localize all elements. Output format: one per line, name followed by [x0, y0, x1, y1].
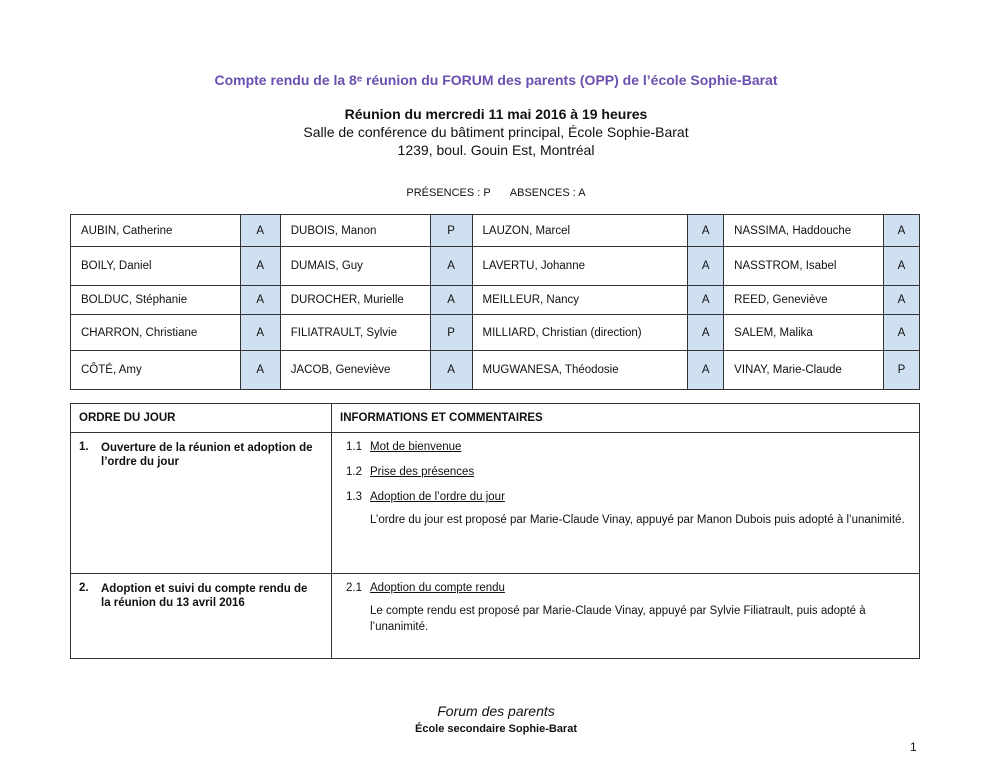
- sub-item-title: Adoption de l’ordre du jour: [370, 491, 505, 503]
- agenda-item-info: [332, 433, 920, 574]
- sub-item: [346, 466, 905, 478]
- table-row: [71, 433, 920, 574]
- member-name: LAVERTU, Johanne: [472, 247, 688, 286]
- member-status: A: [430, 286, 472, 315]
- member-status: P: [430, 315, 472, 351]
- member-name: BOILY, Daniel: [71, 247, 241, 286]
- document-title: Compte rendu de la 8ᵉ réunion du FORUM des parents (OPP) de l’école Sophie-Barat: [214, 72, 778, 88]
- sub-item-title: Prise des présences: [370, 466, 475, 478]
- meeting-address: 1239, boul. Gouin Est, Montréal: [397, 142, 595, 158]
- comments-header: INFORMATIONS ET COMMENTAIRES: [332, 404, 920, 433]
- attendance-table: [70, 214, 920, 390]
- member-status: A: [884, 247, 920, 286]
- agenda-item: [71, 433, 332, 574]
- member-status: A: [884, 215, 920, 247]
- member-name: AUBIN, Catherine: [71, 215, 241, 247]
- footer-school: École secondaire Sophie-Barat: [415, 723, 577, 735]
- sub-item: [346, 491, 905, 503]
- member-name: FILIATRAULT, Sylvie: [280, 315, 430, 351]
- legend-absent: ABSENCES : A: [509, 187, 586, 199]
- agenda-item-info: [332, 574, 920, 659]
- agenda-item: [71, 574, 332, 659]
- member-status: A: [688, 286, 724, 315]
- member-status: A: [430, 351, 472, 390]
- member-status: A: [240, 286, 280, 315]
- sub-item-number: 1.1: [346, 441, 362, 453]
- table-row: [71, 574, 920, 659]
- member-status: A: [240, 247, 280, 286]
- member-name: MUGWANESA, Théodosie: [472, 351, 688, 390]
- table-row: [71, 351, 920, 390]
- sub-item-number: 1.2: [346, 466, 362, 478]
- attendance-legend: [0, 187, 992, 199]
- member-name: REED, Geneviève: [724, 286, 884, 315]
- member-status: A: [688, 215, 724, 247]
- member-name: NASSIMA, Haddouche: [724, 215, 884, 247]
- page-number: 1: [910, 740, 917, 754]
- member-name: CÔTÉ, Amy: [71, 351, 241, 390]
- member-name: MEILLEUR, Nancy: [472, 286, 688, 315]
- member-name: VINAY, Marie-Claude: [724, 351, 884, 390]
- meeting-date: Réunion du mercredi 11 mai 2016 à 19 heures: [344, 106, 648, 122]
- member-name: JACOB, Geneviève: [280, 351, 430, 390]
- member-status: A: [240, 351, 280, 390]
- member-status: A: [688, 351, 724, 390]
- member-name: MILLIARD, Christian (direction): [472, 315, 688, 351]
- member-status: A: [240, 215, 280, 247]
- agenda-table: [70, 403, 920, 659]
- sub-item-title: Adoption du compte rendu: [370, 582, 505, 594]
- footer-forum: Forum des parents: [437, 703, 555, 719]
- member-name: CHARRON, Christiane: [71, 315, 241, 351]
- member-status: A: [884, 286, 920, 315]
- meeting-room: Salle de conférence du bâtiment principal, École Sophie-Barat: [303, 124, 689, 140]
- member-name: LAUZON, Marcel: [472, 215, 688, 247]
- member-status: A: [688, 247, 724, 286]
- member-name: BOLDUC, Stéphanie: [71, 286, 241, 315]
- sub-item-comment: Le compte rendu est proposé par Marie-Claude Vinay, appuyé par Sylvie Filiatrault, puis adopté à l’unanimité.: [370, 605, 866, 633]
- member-name: DUMAIS, Guy: [280, 247, 430, 286]
- agenda-item-number: 1.: [79, 441, 89, 453]
- legend-present: PRÉSENCES : P: [406, 187, 491, 199]
- sub-item: [346, 441, 905, 453]
- sub-item-title: Mot de bienvenue: [370, 441, 462, 453]
- table-header-row: [71, 404, 920, 433]
- member-name: DUBOIS, Manon: [280, 215, 430, 247]
- member-name: NASSTROM, Isabel: [724, 247, 884, 286]
- member-status: A: [430, 247, 472, 286]
- sub-item-comment: L’ordre du jour est proposé par Marie-Claude Vinay, appuyé par Manon Dubois puis adopté à l’unanimité.: [370, 514, 905, 526]
- member-status: A: [884, 315, 920, 351]
- table-row: [71, 286, 920, 315]
- table-row: [71, 315, 920, 351]
- sub-item-number: 1.3: [346, 491, 362, 503]
- agenda-item-number: 2.: [79, 582, 89, 594]
- member-status: P: [884, 351, 920, 390]
- agenda-item-title: Adoption et suivi du compte rendu de la réunion du 13 avril 2016: [101, 583, 308, 609]
- table-row: [71, 247, 920, 286]
- member-status: P: [430, 215, 472, 247]
- meeting-info: [0, 105, 992, 159]
- agenda-item-title: Ouverture de la réunion et adoption de l’ordre du jour: [101, 442, 313, 468]
- agenda-header: ORDRE DU JOUR: [71, 404, 332, 433]
- member-name: SALEM, Malika: [724, 315, 884, 351]
- member-status: A: [240, 315, 280, 351]
- sub-item: [346, 582, 905, 594]
- sub-item-number: 2.1: [346, 582, 362, 594]
- table-row: [71, 215, 920, 247]
- member-name: DUROCHER, Murielle: [280, 286, 430, 315]
- member-status: A: [688, 315, 724, 351]
